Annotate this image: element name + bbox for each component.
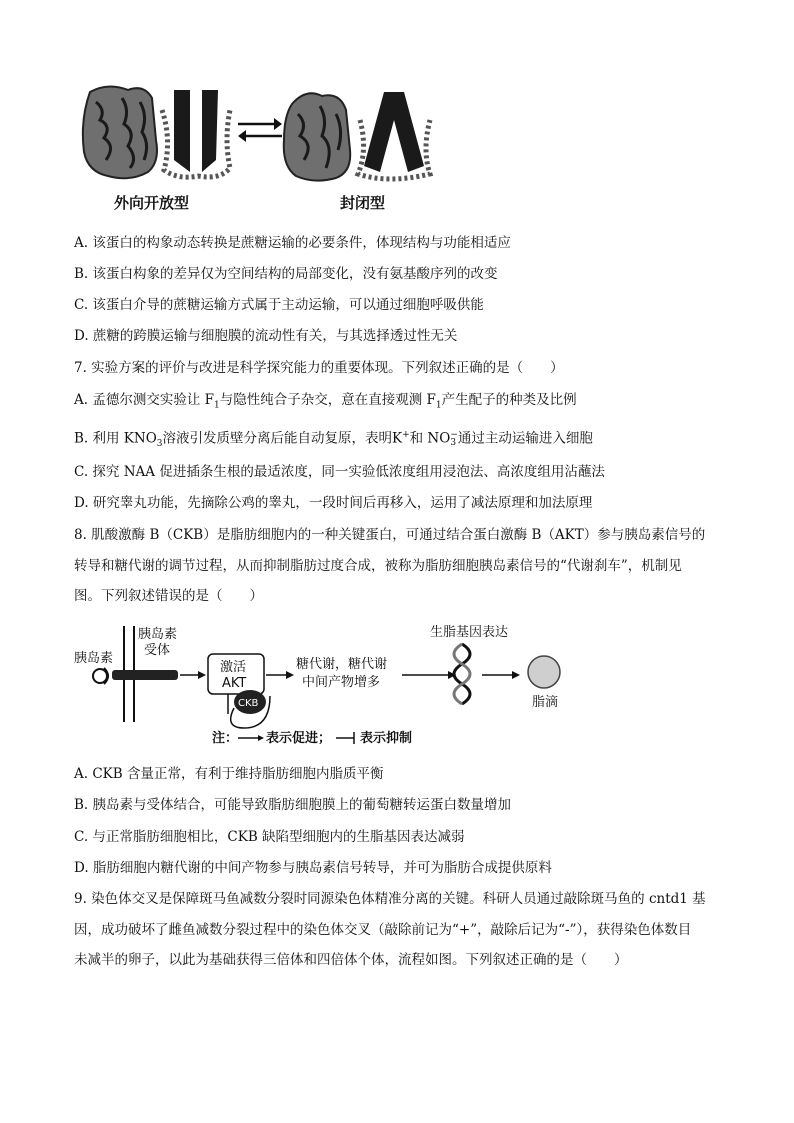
equilibrium-arrows [238, 118, 282, 142]
q7-option-c: C. 探究 NAA 促进插条生根的最适浓度，同一实验低浓度组用浸泡法、高浓度组用沾蘸法 [74, 464, 605, 480]
insulin-receptor [93, 668, 178, 684]
q8-option-a: A. CKB 含量正常，有利于维持脂肪细胞内脂质平衡 [74, 766, 384, 782]
q8-stem-line3: 图。下列叙述错误的是（ ） [74, 588, 263, 604]
q9-stem-line3: 未减半的卵子，以此为基础获得三倍体和四倍体个体，流程如图。下列叙述正确的是（ ） [74, 952, 628, 968]
closed-form-protein-image [284, 92, 430, 181]
q7-a-text-mid: 与隐性纯合子杂交，意在直接观测 F [219, 392, 436, 408]
q6-option-c: C. 该蛋白介导的蔗糖运输方式属于主动运输，可以通过细胞呼吸供能 [74, 297, 484, 313]
q7-b-no3-charge: − [450, 430, 458, 440]
akt-label-line1: 激活 [220, 660, 247, 675]
q8-stem-line1: 8. 肌酸激酶 B（CKB）是脂肪细胞内的一种关键蛋白，可通过结合蛋白激酶 B（AKT）参与胰岛素信号的 [74, 527, 706, 543]
q7-option-a [74, 390, 577, 416]
q6-option-a: A. 该蛋白的构象动态转换是蔗糖运输的必要条件，体现结构与功能相适应 [74, 235, 511, 251]
q7-b-text-mid: 溶液引发质壁分离后能自动复原，表明K [162, 430, 403, 447]
q8-stem-line2: 转导和糖代谢的调节过程，从而抑制脂肪过度合成，被称为脂肪细胞胰岛素信号的“代谢刹车”，机制见 [74, 558, 682, 574]
q7-option-b [74, 425, 593, 454]
q7-b-sup: + [402, 430, 410, 440]
q9-stem-line2: 因，成功破坏了雌鱼减数分裂过程中的染色体交叉（敲除前记为“+”，敲除后记为“-”），获得染色体数目 [74, 922, 692, 938]
open-form-label: 外向开放型 [114, 194, 190, 212]
metabolism-label-line2: 中间产物增多 [302, 675, 381, 690]
metabolism-label-line1: 糖代谢，糖代谢 [296, 657, 388, 672]
note-promote: 表示促进； [266, 731, 332, 746]
q7-a-text-end: 产生配子的种类及比例 [441, 392, 577, 408]
q8-option-b: B. 胰岛素与受体结合，可能导致脂肪细胞膜上的葡萄糖转运蛋白数量增加 [74, 797, 512, 813]
closed-form-label: 封闭型 [340, 194, 386, 212]
note-prefix: 注： [212, 731, 239, 746]
q7-a-sub1: 1 [214, 400, 220, 411]
q6-option-d: D. 蔗糖的跨膜运输与细胞膜的流动性有关，与其选择透过性无关 [74, 328, 458, 344]
diagram-legend-note [212, 730, 412, 746]
q7-a-text: A. 孟德尔测交实验让 F [74, 392, 214, 408]
akt-label-line2: AKT [222, 676, 247, 691]
q7-a-sub2: 1 [435, 400, 442, 411]
q7-option-d: D. 研究睾丸功能，先摘除公鸡的睾丸，一段时间后再移入，运用了减法原理和加法原理 [74, 495, 593, 511]
q6-option-b: B. 该蛋白构象的差异仅为空间结构的局部变化，没有氨基酸序列的改变 [74, 266, 498, 282]
q9-stem-line1: 9. 染色体交叉是保障斑马鱼减数分裂时同源染色体精准分离的关键。科研人员通过敲除斑马鱼的 cntd1 基 [74, 891, 706, 907]
receptor-label-line2: 受体 [144, 643, 171, 658]
q7-b-sub: 3 [156, 439, 163, 450]
receptor-label-line1: 胰岛素 [138, 627, 178, 642]
dna-helix-icon [454, 644, 470, 704]
gene-expression-label: 生脂基因表达 [430, 625, 509, 640]
open-form-protein-image [83, 86, 230, 178]
lipid-droplet-label: 脂滴 [532, 695, 559, 710]
ckb-label: CKB [238, 698, 259, 709]
q8-option-d: D. 脂肪细胞内糖代谢的中间产物参与胰岛素信号转导，并可为脂肪合成提供原料 [74, 860, 552, 876]
protein-conformation-figure [78, 80, 438, 220]
q7-b-no3-sub: 3 [450, 438, 457, 448]
note-inhibit: 表示抑制 [360, 731, 413, 746]
insulin-label: 胰岛素 [74, 651, 114, 666]
lipid-droplet [528, 656, 560, 688]
q7-b-no3: 和 NO [409, 430, 451, 447]
q8-option-c: C. 与正常脂肪细胞相比，CKB 缺陷型细胞内的生脂基因表达减弱 [74, 829, 465, 845]
q7-b-text-end: 通过主动运输进入细胞 [457, 430, 593, 447]
ckb-mechanism-diagram [74, 618, 594, 754]
q7-b-text: B. 利用 KNO [74, 430, 157, 447]
q7-stem: 7. 实验方案的评价与改进是科学探究能力的重要体现。下列叙述正确的是（ ） [74, 360, 564, 376]
